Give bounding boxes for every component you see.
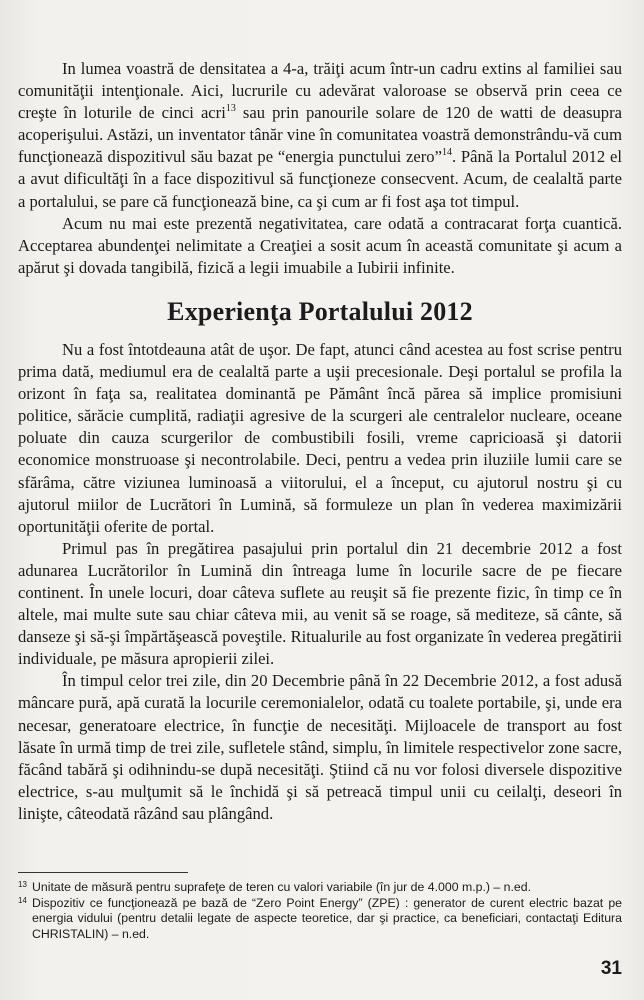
page-number: 31 [600,958,622,979]
paragraph-1-text-a: In lumea voastră de densitatea a 4-a, trăiţi acum într-un cadru extins al familiei sau comunităţii intenţionale. Aici, lucrurile cu adevărat valoroase se observă prin ceea ce creşte în loturile de cinci acri [18,59,622,123]
footnote-number: 14 [18,895,27,905]
paragraph-2: Acum nu mai este prezentă negativitatea, care odată a contracarat forţa cuantică. Acceptarea abundenţei nelimitate a Creaţiei a sosit acum în această comunitate şi acum a apărut şi dovada tangibilă, fizică a legii imuabile a Iubirii infinite. [18,213,622,277]
footnote-14 [18,896,622,943]
paragraph-3: Nu a fost întotdeauna atât de uşor. De fapt, atunci când acestea au fost scrise pentru prima dată, mediumul era de cealaltă parte a uşii precesionale. Deşi portalul se profila la orizont în faţa sa, realitatea dominantă pe Pământ încă părea să implice promisiuni politice, sărăcie cumplită, radiaţii agresive de la scurgeri ale centralelor nucleare, oceane poluate din cauza scurgerilor de combustibili fosili, vreme capricioasă şi datorii economice monstruoase şi necontrolabile. Deci, pentru a vedea prin iluziile lumii care se sfărâma, către viziunea luminoasă a viitorului, el a început, cu ajutorul nostru şi cu ajutorul miilor de Lucrători în Lumină, să formuleze un plan în vederea maximizării oportunităţii oferite de portal. [18,339,622,536]
footnote-number: 13 [18,880,27,889]
paragraph-1-text-b: sau prin panourile solare de 120 de watti de deasupra acoperişului. Astăzi, un inventator tânăr vine în comunitatea voastră demonstrându-vă cum funcţionează dispozitivul său bazat pe “energia punctului zero” [18,103,622,167]
footnote-text: Dispozitiv ce funcţionează pe bază de “Zero Point Energy” (ZPE) : generator de curent electric bazat pe energia vidului (pentru detalii legate de aspecte teoretice, dar şi practice, ca beneficiari, contactaţi Editura CHRISTALIN) – n.ed. [32,895,622,941]
paragraph-1-text-c: . Până la Portalul 2012 el a avut dificultăţi în a face dispozitivul să funcţioneze consecvent. Acum, de cealaltă parte a portalului, se pare că funcţionează bine, ca şi cum ar fi fost aşa tot timpul. [18,147,622,211]
footnote-text: Unitate de măsură pentru suprafeţe de teren cu valori variabile (în jur de 4.000 m.p.) – n.ed. [32,880,531,894]
body-text [18,58,622,825]
footnote-ref-14: 14 [441,147,452,159]
footnote-ref-13: 13 [225,103,236,115]
footnote-divider [18,872,188,873]
paragraph-5: În timpul celor trei zile, din 20 Decembrie până în 22 Decembrie 2012, a fost adusă mâncare pură, apă curată la locurile ceremonialelor, odată cu toalete portabile, şi, unde era necesar, generatoare electrice, în funcţie de necesităţi. Mijloacele de transport au fost lăsate în urmă timp de trei zile, sufletele stând, simplu, în limitele respectivelor zone sacre, făcând tabără şi odihnindu-se după necesităţi. Ştiind că nu vor folosi diversele dispozitive electrice, s-au mulţumit să le închidă şi să petreacă timpul unii cu ceilalţi, deseori în linişte, câteodată râzând sau plângând. [18,671,622,823]
footnote-13 [18,880,622,896]
paragraph-1 [18,58,622,213]
footnotes [18,880,622,942]
section-title: Experienţa Portalului 2012 [167,296,473,326]
paragraph-4: Primul pas în pregătirea pasajului prin portalul din 21 decembrie 2012 a fost adunarea Lucrătorilor în Lumină din întreaga lume în locurile sacre de pe fiecare continent. În unele locuri, doar câteva suflete au reuşit să fie prezente fizic, în timp ce în altele, mai multe sute sau chiar câteva mii, au venit să se roage, să mediteze, să cânte, să danseze şi să-şi împărtăşească poveştile. Ritualurile au fost organizate în vederea pregătirii individuale, pe măsura apropierii zilei. [18,538,622,669]
